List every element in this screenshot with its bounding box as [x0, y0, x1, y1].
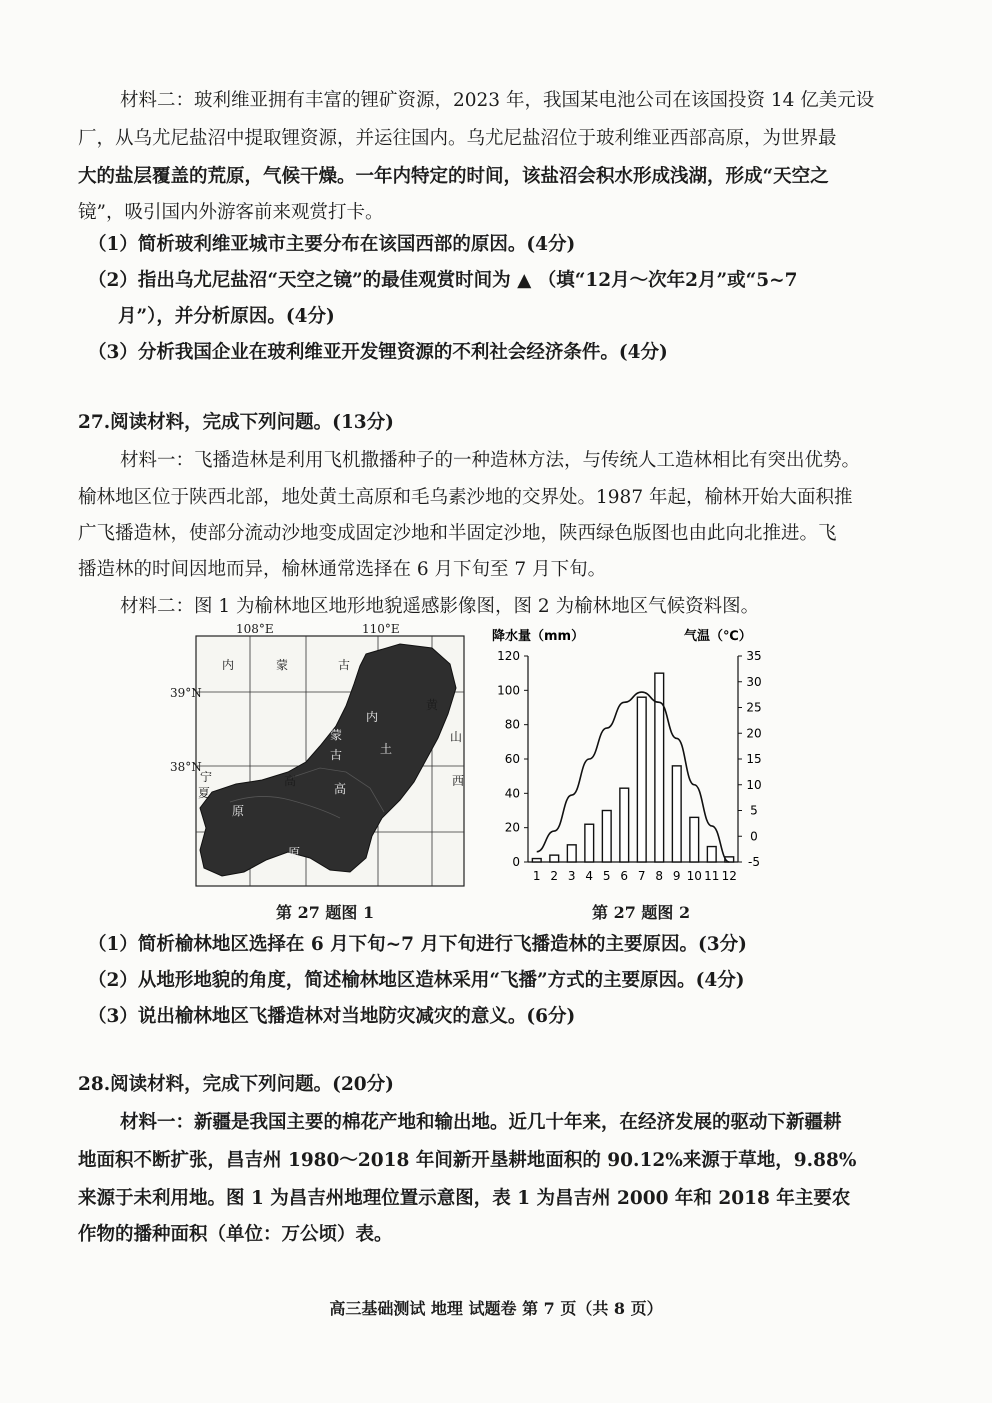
q26-material2-line2: 厂，从乌尤尼盐沼中提取锂资源，并运往国内。乌尤尼盐沼位于玻利维亚西部高原，为世界最 [78, 128, 837, 149]
q28-material1-line1: 材料一：新疆是我国主要的棉花产地和输出地。近几十年来，在经济发展的驱动下新疆耕 [120, 1112, 842, 1133]
q27-material2: 材料二：图 1 为榆林地区地形地貌遥感影像图，图 2 为榆林地区气候资料图。 [120, 596, 760, 617]
y-tick-label: 40 [504, 786, 520, 801]
fig2-caption: 第 27 题图 2 [592, 903, 691, 922]
y-tick-label: 120 [497, 649, 520, 663]
y2-tick-label: -5 [748, 855, 760, 869]
x-tick-label: 1 [532, 869, 541, 883]
y2-tick-label: 35 [746, 649, 762, 663]
precip-bar [585, 824, 594, 862]
y2-tick-label: 30 [746, 674, 762, 689]
x-tick-label: 8 [655, 869, 664, 883]
yulin-climate-chart [484, 622, 784, 892]
map-label-nei-2: 内 [366, 710, 379, 724]
x-tick-label: 5 [602, 869, 611, 883]
y-tick-label: 0 [512, 855, 520, 869]
y-tick-label: 20 [504, 820, 520, 835]
map-label-gao-2: 高 [334, 782, 347, 796]
q26-question-3: （3）分析我国企业在玻利维亚开发锂资源的不利社会经济条件。(4分) [88, 342, 668, 363]
y-tick-label: 80 [504, 717, 520, 732]
y-tick-label: 60 [504, 752, 520, 766]
precip-bar [567, 845, 576, 862]
precip-bar [637, 697, 646, 862]
q28-material1-line3: 来源于未利用地。图 1 为昌吉州地理位置示意图，表 1 为昌吉州 2000 年和 2018 年主要农 [78, 1188, 851, 1209]
x-tick-label: 9 [672, 869, 681, 883]
x-tick-label: 6 [620, 869, 629, 883]
map-label-huang: 黄 [426, 698, 439, 712]
y-tick-label: 100 [497, 683, 520, 698]
y2-tick-label: 25 [746, 700, 762, 715]
map-label-meng-2: 蒙 [330, 728, 343, 742]
q27-material1-line3: 广飞播造林，使部分流动沙地变成固定沙地和半固定沙地，陕西绿色版图也由此向北推进。飞 [78, 523, 837, 544]
precip-bar [620, 788, 629, 862]
map-label-nei: 内 [222, 658, 235, 672]
map-label-yuan-2: 原 [288, 846, 301, 860]
map-label-xi: 西 [452, 774, 465, 788]
x-tick-label: 2 [550, 869, 559, 883]
precip-bar [690, 817, 699, 862]
y2-tick-label: 20 [746, 726, 762, 741]
q28-title: 28.阅读材料，完成下列问题。(20分) [78, 1074, 394, 1095]
x-tick-label: 7 [637, 869, 646, 883]
y2-tick-label: 15 [746, 752, 762, 766]
lon-108-label: 108°E [236, 622, 274, 636]
q27-material1-line1: 材料一：飞播造林是利用飞机撒播种子的一种造林方法，与传统人工造林相比有突出优势。 [120, 450, 861, 471]
q28-material1-line2: 地面积不断扩张，昌吉州 1980～2018 年间新开垦耕地面积的 90.12%来源于草地，9.88% [78, 1150, 857, 1171]
map-label-gao: 高 [284, 774, 297, 788]
q26-material2-line3: 大的盐层覆盖的荒原，气候干燥。一年内特定的时间，该盐沼会积水形成浅湖，形成“天空之 [78, 166, 829, 187]
q26-material2-line1: 材料二：玻利维亚拥有丰富的锂矿资源，2023 年，我国某电池公司在该国投资 14 亿美元设 [120, 90, 875, 111]
y2-tick-label: 10 [746, 777, 762, 792]
temperature-line [537, 692, 730, 862]
x-tick-label: 4 [585, 869, 594, 883]
q27-question-3: （3）说出榆林地区飞播造林对当地防灾减灾的意义。(6分) [88, 1006, 576, 1027]
q26-question-2-cont: 月”），并分析原因。(4分) [118, 306, 335, 327]
fig1-caption: 第 27 题图 1 [276, 903, 375, 922]
precip-bar [550, 855, 559, 862]
map-label-gu-2: 古 [330, 748, 343, 762]
q27-question-1: （1）简析榆林地区选择在 6 月下旬~7 月下旬进行飞播造林的主要原因。(3分) [88, 934, 747, 955]
q26-question-1: （1）简析玻利维亚城市主要分布在该国西部的原因。(4分) [88, 234, 576, 255]
page-footer: 高三基础测试 地理 试题卷 第 7 页（共 8 页） [329, 1299, 663, 1318]
lon-110-label: 110°E [362, 622, 400, 636]
map-label-yuan: 原 [232, 804, 245, 818]
x-tick-label: 12 [721, 869, 737, 883]
map-label-tu: 土 [380, 742, 393, 756]
map-label-ning: 宁 [200, 770, 213, 784]
precip-bar [602, 811, 611, 863]
q27-question-2: （2）从地形地貌的角度，简述榆林地区造林采用“飞播”方式的主要原因。(4分) [88, 970, 745, 991]
q28-material1-line4: 作物的播种面积（单位：万公顷）表。 [78, 1224, 393, 1245]
precip-bar [707, 847, 716, 862]
x-tick-label: 3 [567, 869, 576, 883]
map-label-gu: 古 [338, 658, 351, 672]
y2-axis-label: 气温（℃） [684, 629, 752, 644]
precip-bar [672, 766, 681, 862]
precip-bar [532, 859, 541, 862]
lat-39-label: 39°N [170, 686, 202, 700]
map-label-shan: 山 [450, 730, 463, 744]
q27-material1-line4: 播造林的时间因地而异，榆林通常选择在 6 月下旬至 7 月下旬。 [78, 559, 607, 580]
map-label-xia: 夏 [198, 786, 211, 800]
y2-tick-label: 5 [750, 803, 758, 818]
y2-tick-label: 0 [750, 829, 758, 844]
q26-material2-line4: 镜”，吸引国内外游客前来观赏打卡。 [78, 202, 384, 223]
q27-title: 27.阅读材料，完成下列问题。(13分) [78, 412, 394, 433]
map-label-meng: 蒙 [276, 658, 289, 672]
x-tick-label: 10 [686, 869, 702, 883]
lat-38-label: 38°N [170, 760, 202, 774]
yulin-terrain-map [170, 622, 470, 892]
q27-material1-line2: 榆林地区位于陕西北部，地处黄土高原和毛乌素沙地的交界处。1987 年起，榆林开始大面积推 [78, 487, 853, 508]
q26-question-2: （2）指出乌尤尼盐沼“天空之镜”的最佳观赏时间为 ▲ （填“12月～次年2月”或“5~7 [88, 270, 798, 291]
x-tick-label: 11 [704, 869, 720, 883]
y-axis-label: 降水量（mm） [492, 629, 585, 644]
